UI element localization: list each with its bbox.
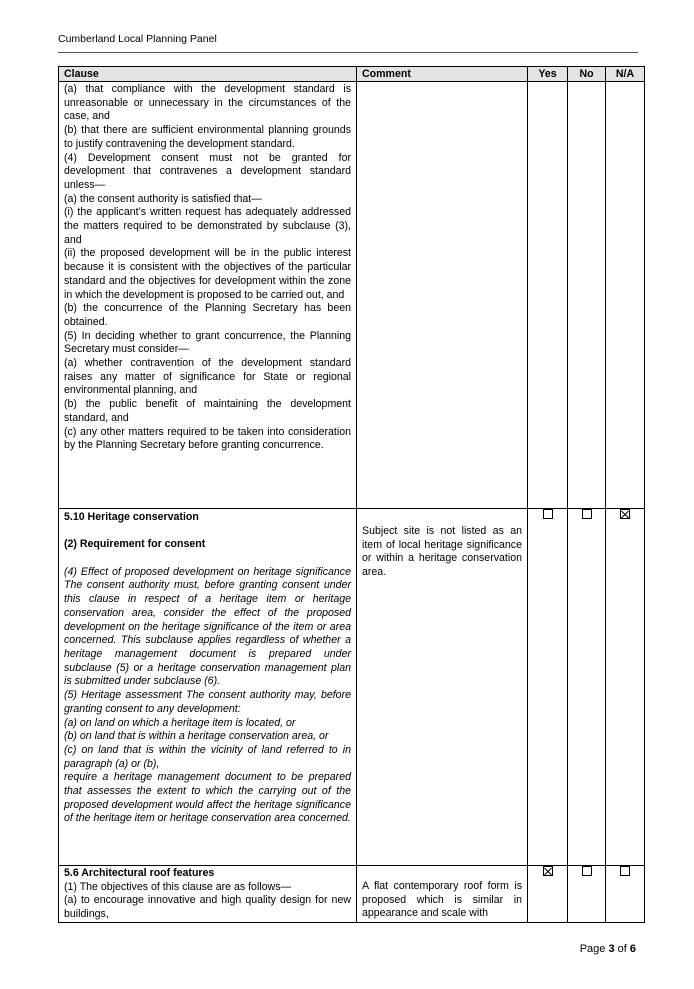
column-header-comment: Comment xyxy=(357,67,528,82)
yes-cell xyxy=(528,866,568,923)
clause-text: (a) that compliance with the development standard is unreasonable or unnecessary in the circumstances of the case, and xyxy=(64,83,351,123)
column-header-clause: Clause xyxy=(59,67,357,82)
clause-text: (c) any other matters required to be taken into consideration by the Planning Secretary before granting concurrence. xyxy=(64,425,351,452)
yes-checkbox[interactable] xyxy=(543,509,553,519)
comment-cell xyxy=(357,866,528,923)
comment-text: Subject site is not listed as an item of local heritage significance or within a heritage conservation area. xyxy=(362,525,522,579)
clause-text: (5) Heritage assessment The consent authority may, before granting consent to any development: xyxy=(64,689,351,715)
clause-text: (b) on land that is within a heritage conservation area, or xyxy=(64,730,329,743)
na-cell xyxy=(606,82,645,509)
clause-text: (c) on land that is within the vicinity of land referred to in paragraph (a) or (b), xyxy=(64,743,351,770)
clause-cell xyxy=(59,509,357,866)
clause-heading: 5.10 Heritage conservation xyxy=(64,511,199,523)
clause-heading: 5.6 Architectural roof features xyxy=(64,867,215,879)
na-checkbox-checked[interactable] xyxy=(620,509,630,519)
na-cell xyxy=(606,509,645,866)
clause-table xyxy=(58,66,645,923)
no-cell xyxy=(568,509,606,866)
clause-text: (a) the consent authority is satisfied that— xyxy=(64,192,262,205)
comment-cell xyxy=(357,82,528,509)
clause-text: (ii) the proposed development will be in the public interest because it is consistent with the objectives of the particular standard and the objectives for development within the zone in which the development is proposed to be carried out, and xyxy=(64,247,351,301)
clause-cell xyxy=(59,82,357,509)
header-rule xyxy=(58,52,638,53)
column-header-yes: Yes xyxy=(528,67,568,82)
na-cell xyxy=(606,866,645,923)
comment-cell xyxy=(357,509,528,866)
clause-text: require a heritage management document to be prepared that assesses the extent to which the carrying out of the proposed development would affect the heritage significance of the heritage item or heritage conservation area concerned. xyxy=(64,771,351,825)
document-header: Cumberland Local Planning Panel xyxy=(58,33,217,45)
column-header-na: N/A xyxy=(606,67,645,82)
clause-text: (a) whether contravention of the development standard raises any matter of significance for State or regional environmental planning, and xyxy=(64,357,351,397)
no-checkbox[interactable] xyxy=(582,866,592,876)
column-header-no: No xyxy=(568,67,606,82)
clause-text: (a) on land on which a heritage item is located, or xyxy=(64,716,296,729)
table-row-standards xyxy=(59,82,645,509)
clause-text: (b) that there are sufficient environmental planning grounds to justify contravening the development standard. xyxy=(64,124,351,150)
page-number: Page 3 of 6 xyxy=(579,943,636,955)
yes-checkbox-checked[interactable] xyxy=(543,866,553,876)
no-checkbox[interactable] xyxy=(582,509,592,519)
clause-text: (a) to encourage innovative and high quality design for new buildings, xyxy=(64,894,351,921)
clause-text: (i) the applicant’s written request has adequately addressed the matters required to be demonstrated by subclause (3), and xyxy=(64,206,351,246)
clause-text: (5) In deciding whether to grant concurrence, the Planning Secretary must consider— xyxy=(64,329,351,356)
table-row-roof xyxy=(59,866,645,923)
clause-text: (b) the concurrence of the Planning Secretary has been obtained. xyxy=(64,302,351,328)
clause-text: (4) Development consent must not be granted for development that contravenes a development standard unless— xyxy=(64,151,351,191)
clause-text: (b) the public benefit of maintaining the development standard, and xyxy=(64,398,351,424)
comment-text: A flat contemporary roof form is proposed which is similar in appearance and scale with xyxy=(362,880,522,920)
no-cell xyxy=(568,82,606,509)
clause-text: (4) Effect of proposed development on heritage significance The consent authority must, before granting consent under this clause in respect of a heritage item or heritage conservation area, consider the effect of the proposed development on the heritage significance of the item or area concerned. This subclause applies regardless of whether a heritage management document is prepared under subclause (5) or a heritage conservation management plan is submitted under subclause (6). xyxy=(64,565,351,688)
yes-cell xyxy=(528,82,568,509)
no-cell xyxy=(568,866,606,923)
clause-text: (1) The objectives of this clause are as follows— xyxy=(64,880,292,893)
na-checkbox[interactable] xyxy=(620,866,630,876)
yes-cell xyxy=(528,509,568,866)
clause-subheading: (2) Requirement for consent xyxy=(64,538,206,551)
table-row-heritage xyxy=(59,509,645,866)
clause-cell xyxy=(59,866,357,923)
table-header-row xyxy=(59,67,645,82)
